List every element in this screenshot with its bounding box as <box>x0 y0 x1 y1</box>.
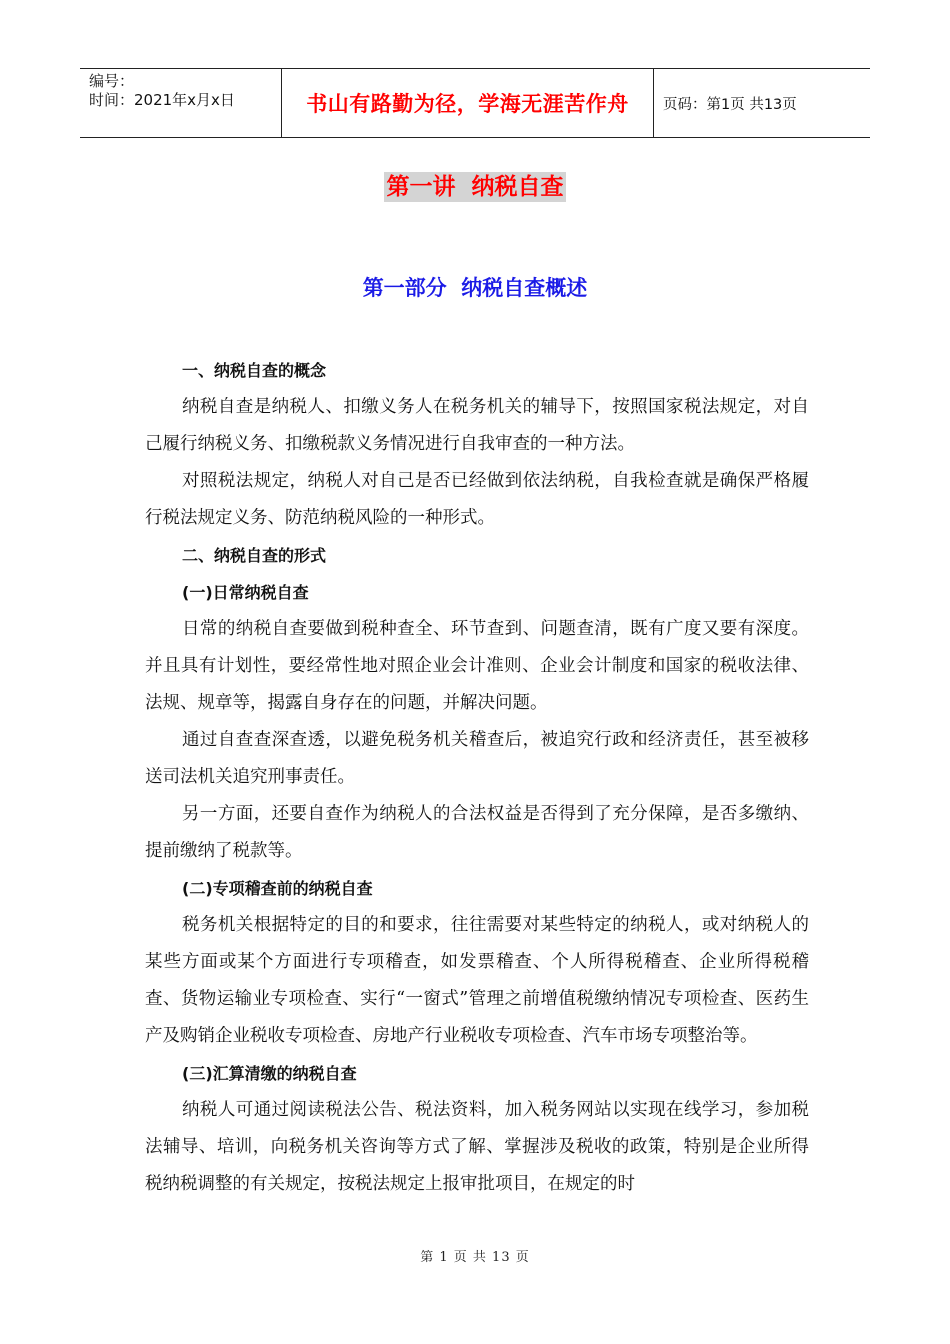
section-title: 第一部分 纳税自查概述 <box>362 276 588 300</box>
subsection-heading: (一)日常纳税自查 <box>182 583 309 602</box>
paragraph: 纳税自查是纳税人、扣缴义务人在税务机关的辅导下，按照国家税法规定，对自己履行纳税义务、扣缴税款义务情况进行自我审查的一种方法。 <box>145 397 809 454</box>
paragraph: 日常的纳税自查要做到税种查全、环节查到、问题查清，既有广度又要有深度。并且具有计划性，要经常性地对照企业会计准则、企业会计制度和国家的税收法律、法规、规章等，揭露自身存在的问题，并解决问题。 <box>145 619 809 713</box>
header-motto: 书山有路勤为径，学海无涯苦作舟 <box>282 69 654 137</box>
subsection-heading: (三)汇算清缴的纳税自查 <box>182 1064 357 1083</box>
paragraph: 通过自查查深查透，以避免税务机关稽查后，被追究行政和经济责任，甚至被移送司法机关追究刑事责任。 <box>145 730 809 787</box>
time-label: 时间：2021年x月x日 <box>89 91 235 109</box>
paragraph: 另一方面，还要自查作为纳税人的合法权益是否得到了充分保障，是否多缴纳、提前缴纳了税款等。 <box>145 804 809 861</box>
paragraph: 纳税人可通过阅读税法公告、税法资料，加入税务网站以实现在线学习，参加税法辅导、培训，向税务机关咨询等方式了解、掌握涉及税收的政策，特别是企业所得税纳税调整的有关规定，按税法规定上报审批项目，在规定的时 <box>145 1100 809 1194</box>
page-title-wrap <box>0 168 950 201</box>
subsection-heading: (二)专项稽查前的纳税自查 <box>182 879 373 898</box>
page-footer: 第 1 页 共 13 页 <box>420 1250 530 1265</box>
number-label: 编号： <box>89 72 135 90</box>
section-heading: 二、纳税自查的形式 <box>182 546 327 565</box>
section-heading: 一、纳税自查的概念 <box>182 361 327 380</box>
paragraph: 税务机关根据特定的目的和要求，往往需要对某些特定的纳税人，或对纳税人的某些方面或某个方面进行专项稽查，如发票稽查、个人所得税稽查、企业所得税稽查、货物运输业专项检查、实行“一窗式”管理之前增值税缴纳情况专项检查、医药生产及购销企业税收专项检查、房地产行业税收专项检查、汽车市场专项整治等。 <box>145 915 809 1046</box>
paragraph: 对照税法规定，纳税人对自己是否已经做到依法纳税，自我检查就是确保严格履行税法规定义务、防范纳税风险的一种形式。 <box>145 471 809 528</box>
header-meta <box>80 69 282 137</box>
document-body <box>145 352 809 1203</box>
page-title: 第一讲 纳税自查 <box>386 174 564 200</box>
header-page-label: 页码：第1页 共13页 <box>663 96 797 113</box>
page-header <box>80 68 870 138</box>
